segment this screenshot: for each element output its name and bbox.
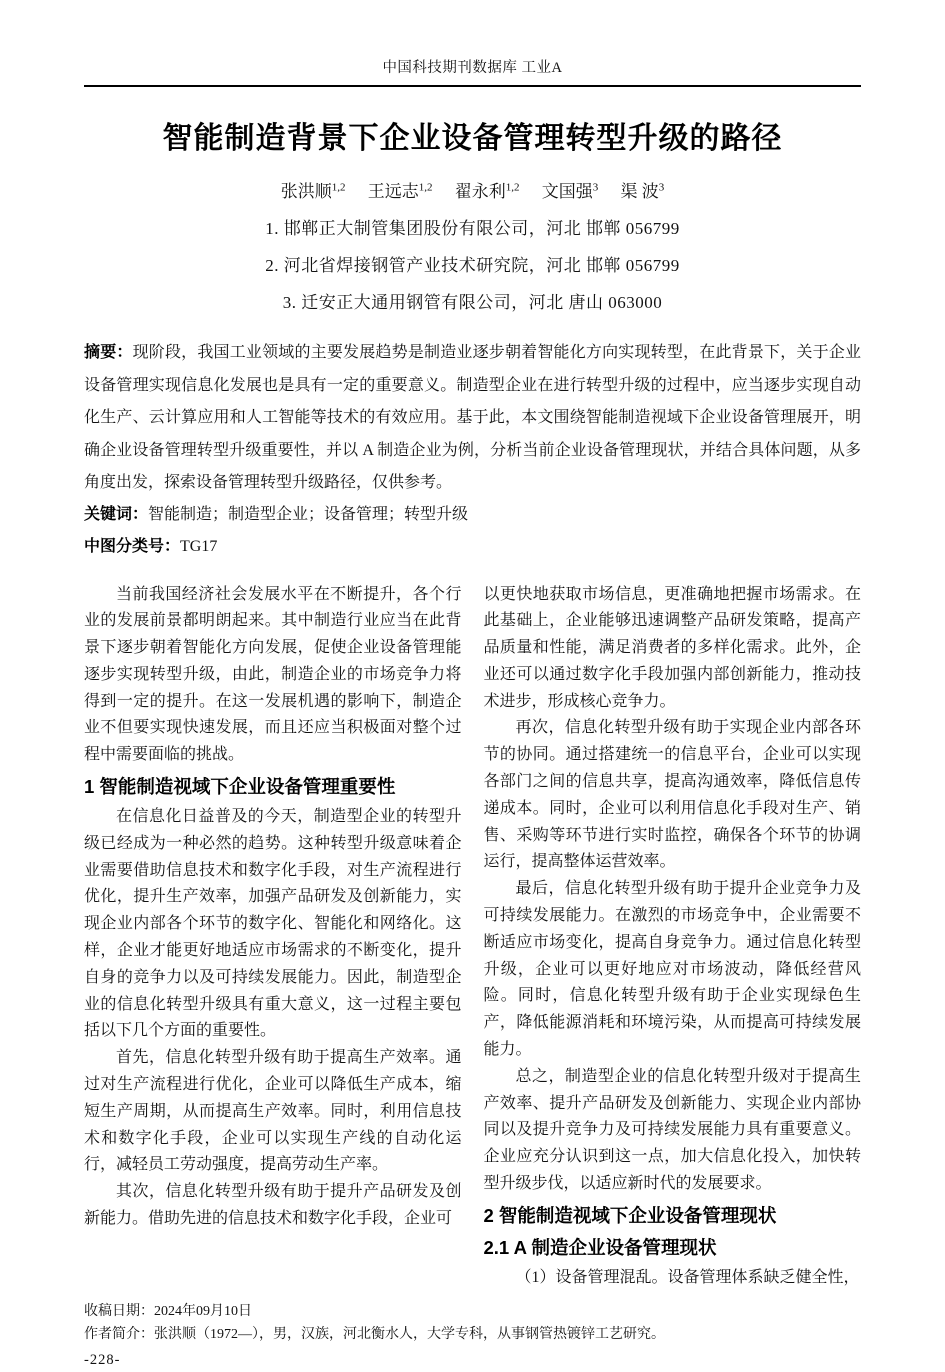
author-name: 张洪顺 [280, 182, 332, 201]
body-paragraph: 其次，信息化转型升级有助于提升产品研发及创新能力。借助先进的信息技术和数字化手段，企业可 [84, 1183, 462, 1228]
abstract [84, 337, 861, 500]
body-columns [84, 582, 861, 1292]
page-number: -228- [84, 1351, 121, 1368]
author [281, 182, 346, 201]
author-bio-label: 作者简介： [84, 1326, 154, 1342]
header-divider [84, 85, 861, 87]
author-name: 渠 波 [620, 182, 659, 201]
author-line [84, 177, 861, 202]
affiliation-line: 3. 迁安正大通用钢管有限公司，河北 唐山 063000 [282, 293, 663, 312]
body-paragraph: （1）设备管理混乱。设备管理体系缺乏健全性， [515, 1268, 860, 1286]
author [455, 182, 520, 201]
keywords-label: 关键词： [84, 505, 149, 523]
keywords-text: 智能制造；制造型企业；设备管理；转型升级 [148, 505, 469, 523]
keywords [84, 500, 861, 530]
paper-title: 智能制造背景下企业设备管理转型升级的路径 [162, 122, 783, 155]
author-name: 翟永利 [454, 182, 506, 201]
received-date-label: 收稿日期： [84, 1303, 154, 1319]
clc-number [84, 532, 861, 562]
clc-value: TG17 [180, 537, 218, 555]
abstract-label: 摘要： [84, 344, 133, 361]
abstract-text: 现阶段，我国工业领域的主要发展趋势是制造业逐步朝着智能化方向实现转型，在此背景下，关于企业设备管理实现信息化发展也是具有一定的重要意义。制造型企业在进行转型升级的过程中，应当逐步实现自动化生产、云计算应用和人工智能等技术的有效应用。基于此，本文围绕智能制造视域下企业设备管理展开，明确企业设备管理转型升级重要性，并以 A 制造企业为例，分析当前企业设备管理现状，并结合具体问题，从多角度出发，探索设备管理转型升级路径，仅供参考。 [84, 344, 861, 491]
section-heading-2-1: 2.1 A 制造企业设备管理现状 [483, 1236, 717, 1258]
received-date-value: 2024年09月10日 [154, 1303, 252, 1319]
body-paragraph: 首先，信息化转型升级有助于提高生产效率。通过对生产流程进行优化，企业可以降低生产成本，缩短生产周期，从而提高生产效率。同时，利用信息技术和数字化手段，企业可以实现生产线的自动化运行，减轻员工劳动强度，提高劳动生产率。 [84, 1049, 462, 1174]
author-name: 王远志 [367, 182, 419, 201]
received-date-line [84, 1300, 861, 1323]
body-paragraph: 在信息化日益普及的今天，制造型企业的转型升级已经成为一种必然的趋势。这种转型升级意味着企业需要借助信息技术和数字化手段，对生产流程进行优化，提升生产效率，加强产品研发及创新能力，实现企业内部各个环节的数字化、智能化和网络化。这样，企业才能更好地适应市场需求的不断变化，提升自身的竞争力以及可持续发展能力。因此，制造型企业的信息化转型升级具有重大意义，这一过程主要包括以下几个方面的重要性。 [84, 808, 462, 1040]
body-paragraph: 总之，制造型企业的信息化转型升级对于提高生产效率、提升产品研发及创新能力、实现企业内部协同以及提升竞争力及可持续发展能力具有重要意义。企业应充分认识到这一点，加大信息化投入，加快转型升级步伐，以适应新时代的发展要求。 [483, 1067, 861, 1193]
body-paragraph: 最后，信息化转型升级有助于提升企业竞争力及可持续发展能力。在激烈的市场竞争中，企业需要不断适应市场变化，提高自身竞争力。通过信息化转型升级，企业可以更好地应对市场波动，降低经营风险。同时，信息化转型升级有助于企业实现绿色生产，降低能源消耗和环境污染，从而提高可持续发展能力。 [483, 880, 861, 1059]
author-affiliation-sup: 1,2 [505, 181, 520, 194]
left-column [84, 582, 462, 1292]
section-heading-1: 1 智能制造视域下企业设备管理重要性 [84, 776, 396, 798]
author-affiliation-sup: 3 [592, 181, 599, 194]
section-heading-2: 2 智能制造视域下企业设备管理现状 [483, 1204, 777, 1226]
author-bio-line [84, 1323, 861, 1346]
author-affiliation-sup: 3 [658, 181, 665, 194]
author [368, 182, 433, 201]
author [542, 182, 599, 201]
affiliation-line: 2. 河北省焊接钢管产业技术研究院，河北 邯郸 056799 [265, 256, 680, 275]
journal-header [84, 56, 861, 77]
affiliation-line: 1. 邯郸正大制管集团股份有限公司，河北 邯郸 056799 [265, 219, 680, 238]
right-column [484, 582, 862, 1292]
author [621, 182, 665, 201]
journal-header-text: 中国科技期刊数据库 工业A [382, 60, 563, 76]
body-paragraph: 再次，信息化转型升级有助于实现企业内部各环节的协同。通过搭建统一的信息平台，企业可以实现各部门之间的信息共享，提高沟通效率，降低信息传递成本。同时，企业可以利用信息化手段对生产、销售、采购等环节进行实时监控，确保各个环节的协调运行，提高整体运营效率。 [483, 719, 861, 871]
clc-label: 中图分类号： [84, 537, 181, 555]
author-bio-value: 张洪顺（1972—），男，汉族，河北衡水人，大学专科，从事钢管热镀锌工艺研究。 [154, 1326, 665, 1342]
author-affiliation-sup: 1,2 [331, 181, 346, 194]
body-paragraph: 当前我国经济社会发展水平在不断提升，各个行业的发展前景都明朗起来。其中制造行业应当在此背景下逐步朝着智能化方向发展，促使企业设备管理能逐步实现转型升级，由此，制造企业的市场竞争力将得到一定的提升。在这一发展机遇的影响下，制造企业不但要实现快速发展，而且还应当积极面对整个过程中需要面临的挑战。 [84, 585, 462, 764]
body-paragraph-continuation: 以更快地获取市场信息，更准确地把握市场需求。在此基础上，企业能够迅速调整产品研发策略，提高产品质量和性能，满足消费者的多样化需求。此外，企业还可以通过数字化手段加强内部创新能力，推动技术进步，形成核心竞争力。 [483, 585, 861, 710]
author-affiliation-sup: 1,2 [418, 181, 433, 194]
author-name: 文国强 [541, 182, 593, 201]
